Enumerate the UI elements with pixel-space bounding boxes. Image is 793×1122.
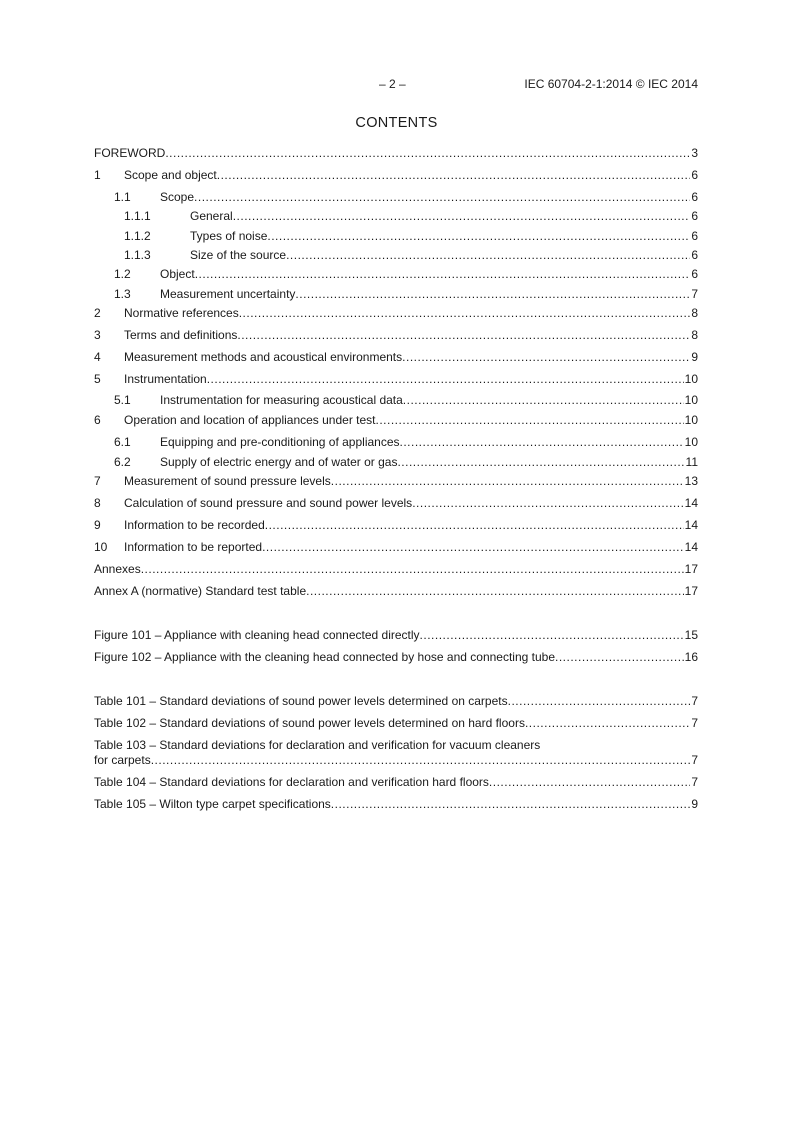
toc-entry[interactable]: 1.3 Measurement uncertainty ..... 7: [94, 286, 698, 302]
toc-entry[interactable]: 1.2 Object ..... 6: [94, 266, 698, 282]
table-entry[interactable]: Table 104 – Standard deviations for declaration and verification hard floors ..... 7: [94, 774, 698, 790]
toc-entry[interactable]: 1.1.3 Size of the source ..... 6: [94, 247, 698, 263]
toc-entry-annex-a[interactable]: Annex A (normative) Standard test table ..... 17: [94, 583, 698, 599]
toc-entry[interactable]: 6 Operation and location of appliances under test ..... 10: [94, 412, 698, 428]
toc-entry[interactable]: 1 Scope and object ..... 6: [94, 167, 698, 183]
table-entry-line1[interactable]: Table 103 – Standard deviations for declaration and verification for vacuum cleaners: [94, 738, 541, 752]
table-entry[interactable]: Table 101 – Standard deviations of sound power levels determined on carpets ..... 7: [94, 693, 698, 709]
table-entry[interactable]: for carpets ..... 7: [94, 752, 698, 768]
toc-entry[interactable]: 6.1 Equipping and pre-conditioning of appliances ..... 10: [94, 434, 698, 450]
document-reference: IEC 60704-2-1:2014 © IEC 2014: [524, 77, 698, 91]
toc-entry[interactable]: 3 Terms and definitions ..... 8: [94, 327, 698, 343]
toc-entry[interactable]: 4 Measurement methods and acoustical environments ..... 9: [94, 349, 698, 365]
toc-entry[interactable]: 2 Normative references ..... 8: [94, 305, 698, 321]
toc-entry[interactable]: 6.2 Supply of electric energy and of water or gas ..... 11: [94, 454, 698, 470]
toc-entry[interactable]: 1.1 Scope ..... 6: [94, 189, 698, 205]
page-header: [94, 77, 698, 93]
toc-entry[interactable]: 1.1.1 General ..... 6: [94, 208, 698, 224]
toc-entry-foreword[interactable]: FOREWORD ..... 3: [94, 145, 698, 161]
toc-entry[interactable]: 9 Information to be recorded ..... 14: [94, 517, 698, 533]
toc-entry[interactable]: 7 Measurement of sound pressure levels ..... 13: [94, 473, 698, 489]
figure-entry[interactable]: Figure 102 – Appliance with the cleaning head connected by hose and connecting tube ..... 16: [94, 649, 698, 665]
page-title: CONTENTS: [355, 115, 438, 131]
toc-entry-annexes[interactable]: Annexes ..... 17: [94, 561, 698, 577]
table-entry[interactable]: Table 105 – Wilton type carpet specifications ..... 9: [94, 796, 698, 812]
table-entry[interactable]: Table 102 – Standard deviations of sound power levels determined on hard floors ..... 7: [94, 715, 698, 731]
toc-entry[interactable]: 1.1.2 Types of noise ..... 6: [94, 228, 698, 244]
toc-entry[interactable]: 5.1 Instrumentation for measuring acoustical data ..... 10: [94, 392, 698, 408]
toc-entry[interactable]: 5 Instrumentation ..... 10: [94, 371, 698, 387]
figure-entry[interactable]: Figure 101 – Appliance with cleaning head connected directly ..... 15: [94, 627, 698, 643]
toc-entry[interactable]: 8 Calculation of sound pressure and sound power levels ..... 14: [94, 495, 698, 511]
page-number: – 2 –: [379, 77, 406, 91]
toc-entry[interactable]: 10 Information to be reported ..... 14: [94, 539, 698, 555]
